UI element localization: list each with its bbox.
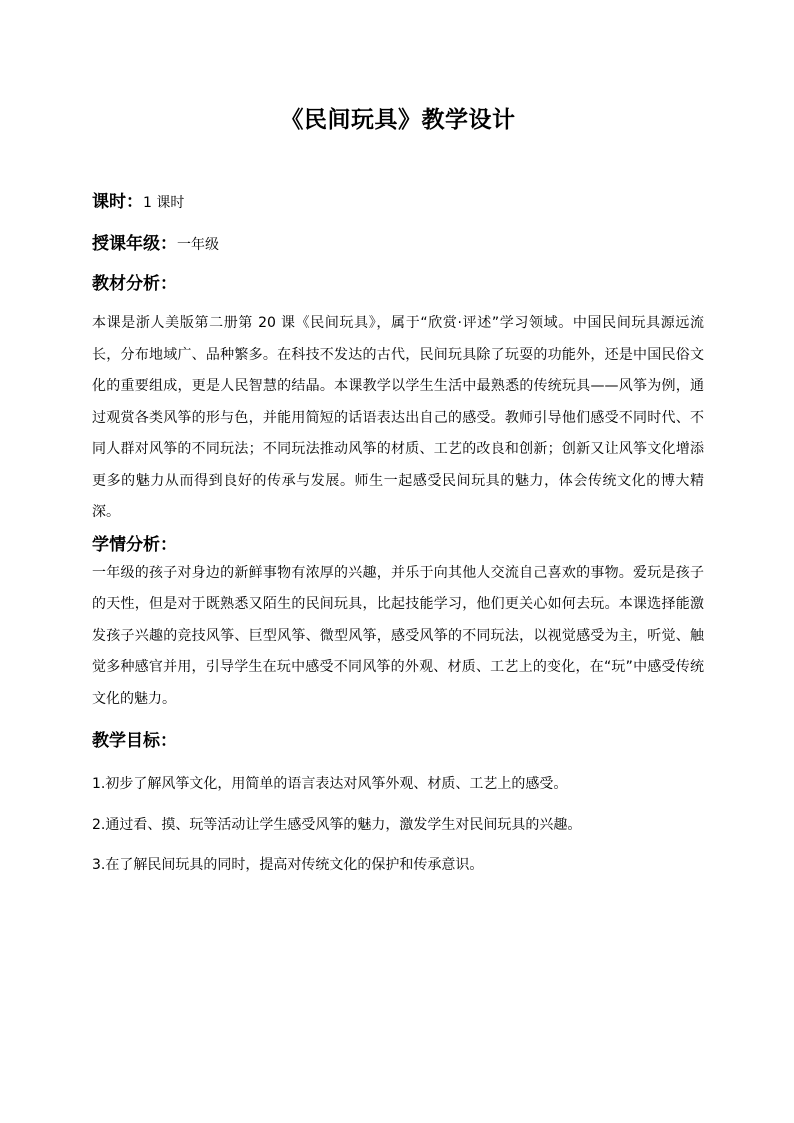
class-hours-value: 1 课时 [143, 195, 185, 211]
student-analysis-heading: 学情分析： [92, 534, 177, 555]
material-analysis-heading: 教材分析： [92, 274, 177, 294]
grade-line [92, 233, 704, 256]
teaching-goal-item: 3.在了解民间玩具的同时，提高对传统文化的保护和传承意识。 [92, 857, 484, 873]
document-title: 《民间玩具》教学设计 [280, 107, 516, 133]
teaching-goal-item: 1.初步了解风筝文化，用简单的语言表达对风筝外观、材质、工艺上的感受。 [92, 776, 568, 792]
material-analysis-paragraph: 本课是浙人美版第二册第 20 课《民间玩具》，属于“欣赏·评述”学习领域。中国民间玩具源远流长，分布地域广、品种繁多。在科技不发达的古代，民间玩具除了玩耍的功能外，还是中国民俗文化的重要组成，更是人民智慧的结晶。本课教学以学生生活中最熟悉的传统玩具——风筝为例，通过观赏各类风筝的形与色，并能用简短的话语表达出自己的感受。教师引导他们感受不同时代、不同人群对风筝的不同玩法；不同玩法推动风筝的材质、工艺的改良和创新；创新又让风筝文化增添更多的魅力从而得到良好的传承与发展。师生一起感受民间玩具的魅力，体会传统文化的博大精深。 [92, 315, 704, 520]
student-analysis-paragraph: 一年级的孩子对身边的新鲜事物有浓厚的兴趣，并乐于向其他人交流自己喜欢的事物。爱玩是孩子的天性，但是对于既熟悉又陌生的民间玩具，比起技能学习，他们更关心如何去玩。本课选择能激发孩子兴趣的竞技风筝、巨型风筝、微型风筝，感受风筝的不同玩法，以视觉感受为主，听觉、触觉多种感官并用，引导学生在玩中感受不同风筝的外观、材质、工艺上的变化，在“玩”中感受传统文化的魅力。 [92, 564, 704, 707]
grade-label: 授课年级： [92, 234, 177, 254]
teaching-goals-heading: 教学目标： [92, 731, 177, 751]
teaching-goal-item: 2.通过看、摸、玩等活动让学生感受风筝的魅力，激发学生对民间玩具的兴趣。 [92, 817, 582, 833]
grade-value: 一年级 [177, 237, 219, 253]
class-hours-label: 课时： [92, 192, 143, 212]
class-hours-line [92, 191, 704, 214]
